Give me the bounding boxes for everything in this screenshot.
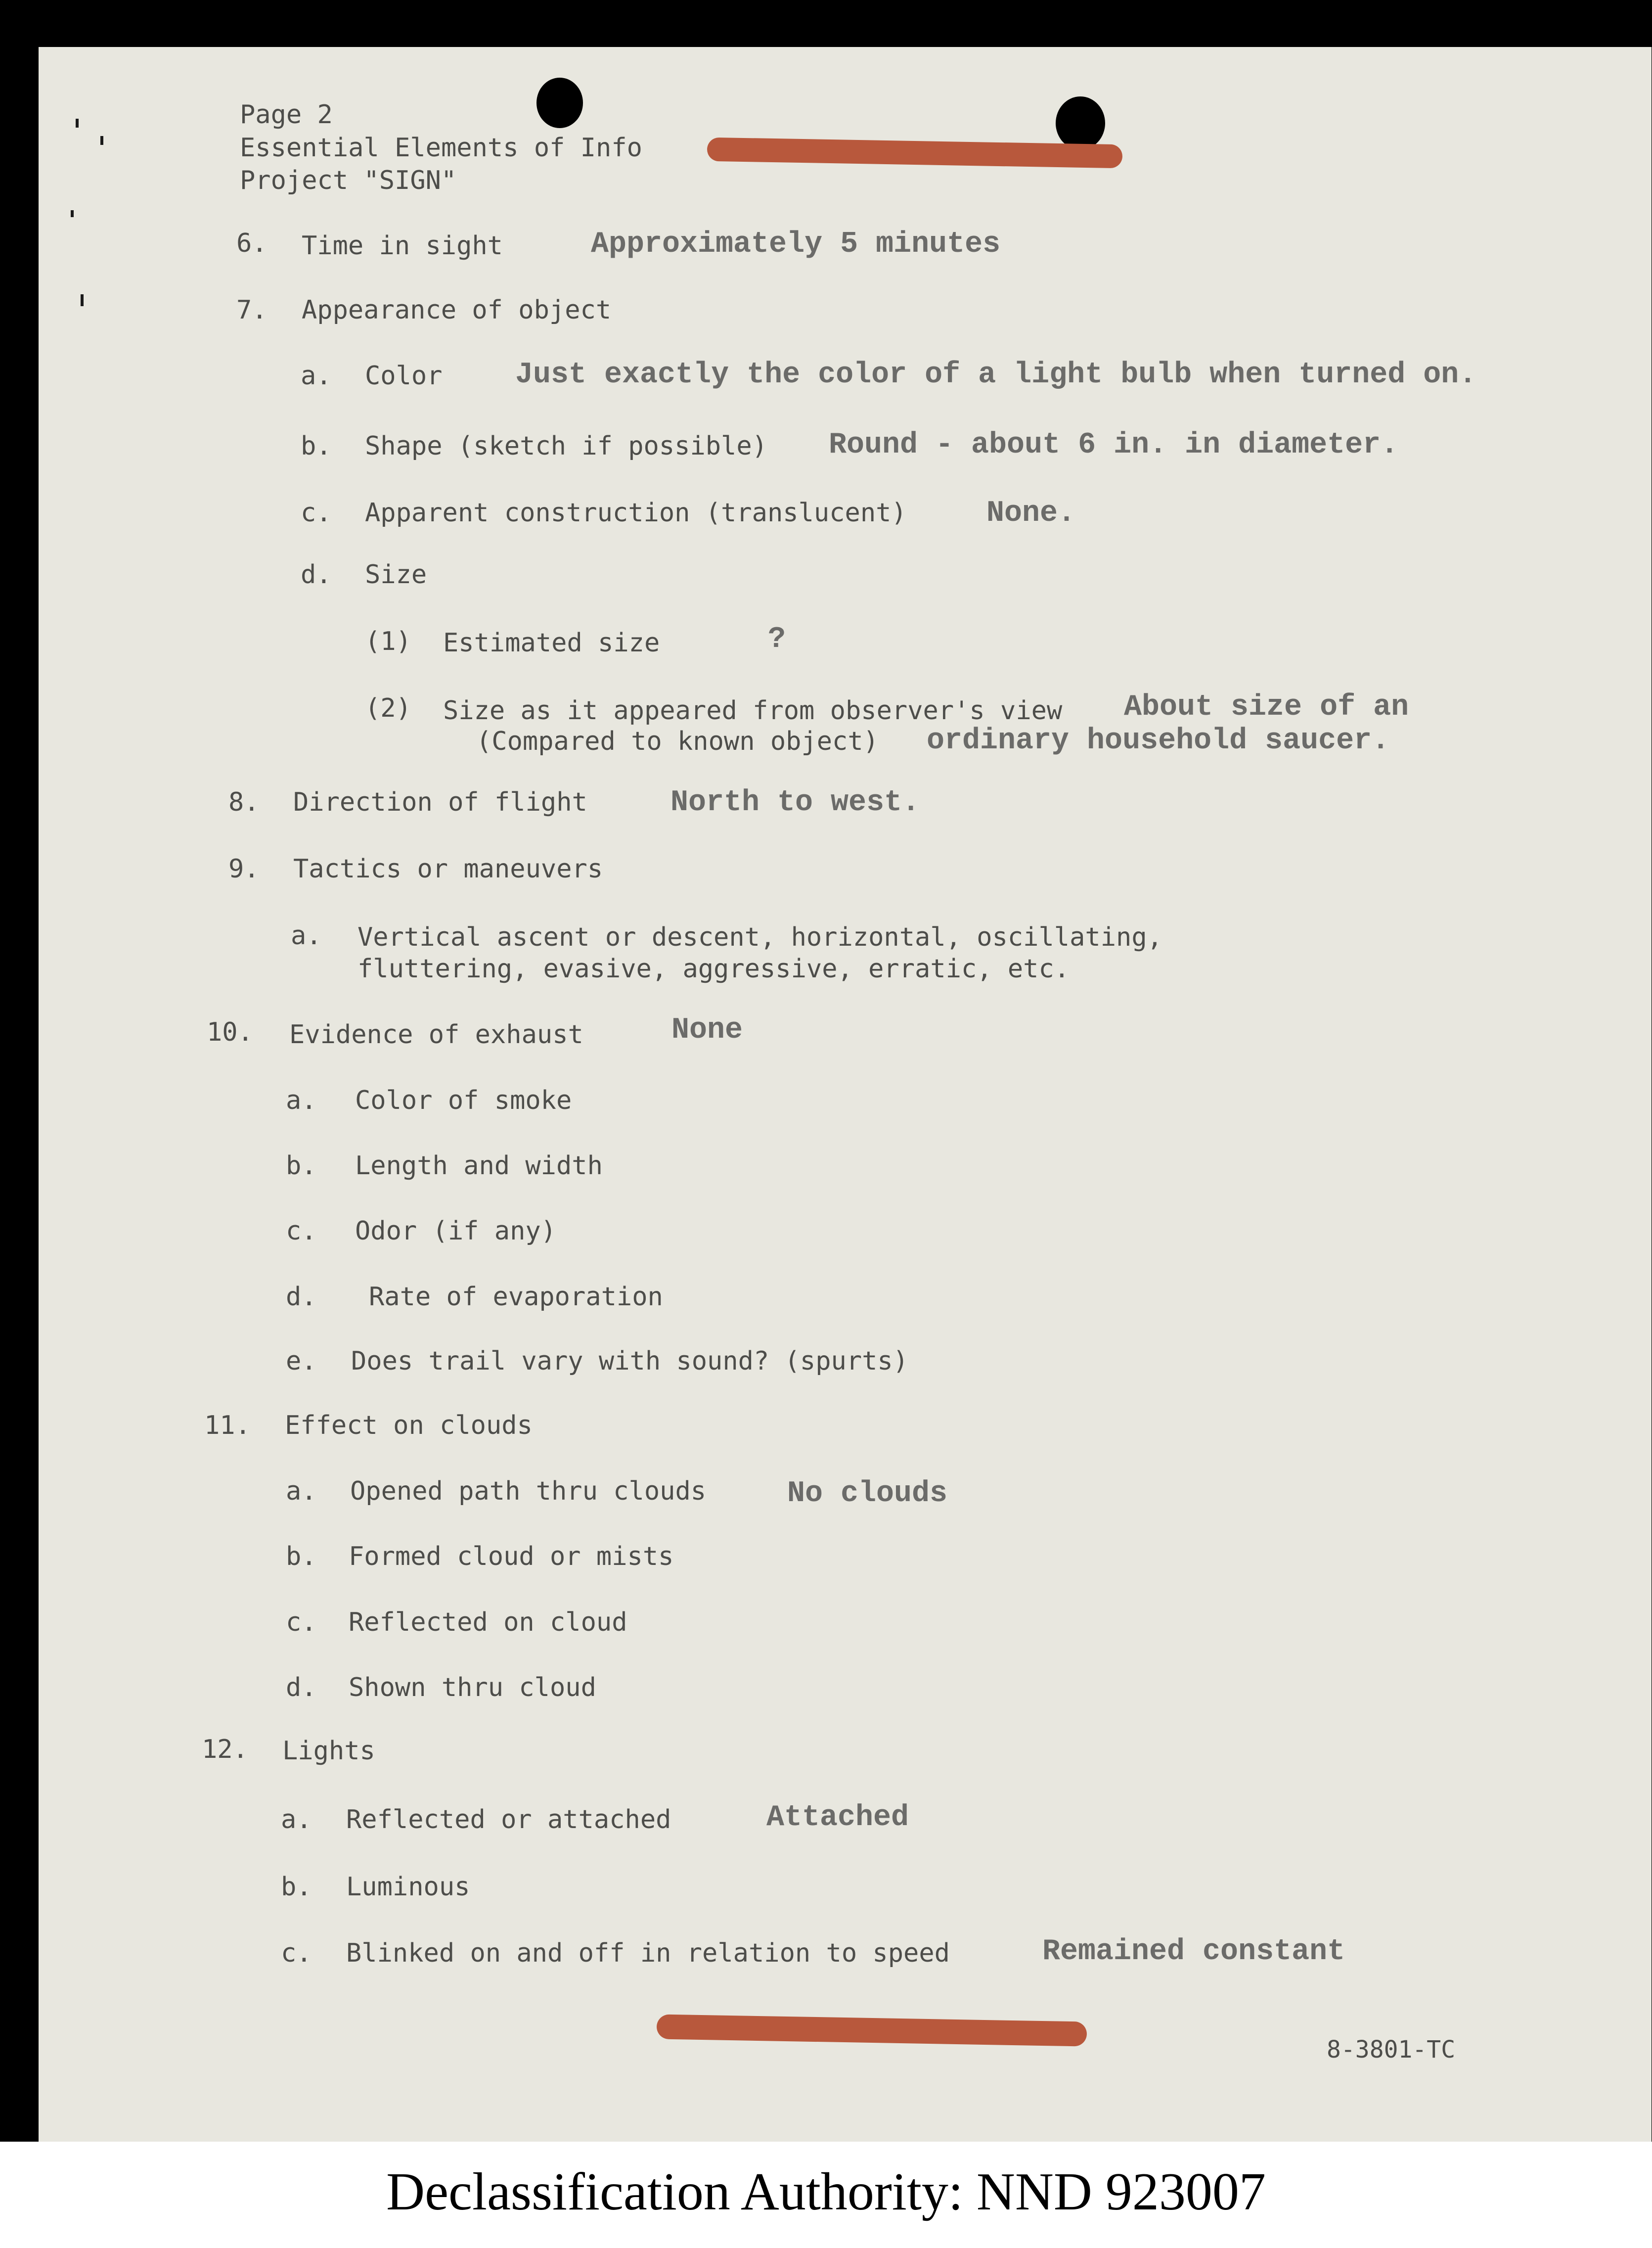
item-letter: c.	[301, 498, 332, 528]
item-label: Estimated size	[443, 628, 660, 658]
item-label: Apparent construction (translucent)	[365, 498, 907, 528]
paper-speck	[100, 136, 103, 145]
item-number: (1)	[365, 627, 411, 656]
item-letter: c.	[286, 1607, 317, 1637]
item-answer: North to west.	[670, 786, 920, 820]
item-number: 6.	[236, 229, 268, 258]
item-letter: d.	[301, 560, 332, 590]
item-letter: b.	[286, 1542, 317, 1571]
item-letter: a.	[286, 1476, 317, 1506]
paper-speck	[81, 294, 84, 306]
item-label: Formed cloud or mists	[349, 1542, 674, 1571]
item-letter: e.	[286, 1346, 317, 1376]
item-number: 10.	[207, 1017, 253, 1047]
item-answer: Approximately 5 minutes	[591, 228, 1001, 261]
item-letter: d.	[286, 1282, 317, 1312]
item-answer: ?	[768, 623, 786, 656]
item-letter: a.	[291, 921, 322, 951]
item-label: Evidence of exhaust	[289, 1020, 583, 1050]
item-label: Luminous	[346, 1872, 470, 1902]
item-number: 7.	[236, 295, 268, 325]
item-label: Shown thru cloud	[349, 1673, 596, 1702]
item-letter: b.	[281, 1872, 312, 1902]
form-number: 8-3801-TC	[1327, 2036, 1456, 2064]
punch-hole-left	[536, 78, 583, 128]
item-label: Size	[365, 560, 427, 590]
item-label: Odor (if any)	[355, 1216, 556, 1246]
item-number: 9.	[228, 854, 260, 884]
item-label: (Compared to known object)	[476, 727, 879, 756]
item-label: Does trail vary with sound? (spurts)	[351, 1346, 909, 1376]
item-label: fluttering, evasive, aggressive, erratic, etc.	[357, 954, 1070, 984]
item-label: Reflected or attached	[346, 1805, 671, 1835]
item-answer: Round - about 6 in. in diameter.	[829, 428, 1399, 462]
item-label: Color	[365, 361, 443, 391]
paper-speck	[76, 119, 79, 128]
declassification-authority: Declassification Authority: NND 923007	[386, 2162, 1266, 2221]
item-label: Color of smoke	[355, 1086, 572, 1115]
redaction-stripe-top	[707, 138, 1123, 169]
item-label: Time in sight	[302, 231, 503, 261]
item-label: Tactics or maneuvers	[293, 854, 603, 884]
header-page-number: Page 2	[240, 100, 333, 130]
item-letter: a.	[301, 361, 332, 391]
item-label: Blinked on and off in relation to speed	[346, 1938, 950, 1968]
redaction-stripe-bottom	[657, 2014, 1087, 2046]
item-letter: b.	[286, 1151, 317, 1181]
item-answer: None	[671, 1013, 743, 1047]
header-title: Essential Elements of Info	[240, 133, 642, 163]
item-answer: About size of an	[1124, 690, 1409, 724]
item-answer: Attached	[766, 1801, 909, 1835]
item-label: Appearance of object	[302, 295, 612, 325]
item-letter: a.	[281, 1805, 312, 1835]
item-answer: Just exactly the color of a light bulb when turned on.	[515, 358, 1477, 392]
item-label: Size as it appeared from observer's view	[443, 696, 1063, 726]
item-label: Direction of flight	[293, 787, 587, 817]
item-label: Vertical ascent or descent, horizontal, oscillating,	[357, 922, 1162, 952]
item-label: Rate of evaporation	[369, 1282, 663, 1312]
item-answer: No clouds	[787, 1477, 948, 1511]
item-answer: ordinary household saucer.	[927, 724, 1390, 758]
item-number: 8.	[228, 787, 260, 817]
item-letter: a.	[286, 1086, 317, 1115]
item-letter: c.	[286, 1216, 317, 1246]
item-letter: c.	[281, 1938, 312, 1968]
item-answer: Remained constant	[1042, 1935, 1345, 1969]
item-label: Shape (sketch if possible)	[365, 431, 767, 461]
item-letter: b.	[301, 431, 332, 461]
item-number: 11.	[204, 1411, 251, 1440]
item-label: Lights	[282, 1736, 375, 1766]
item-label: Effect on clouds	[285, 1411, 533, 1440]
header-project: Project "SIGN"	[240, 166, 457, 195]
item-label: Length and width	[355, 1151, 603, 1181]
item-number: (2)	[365, 693, 411, 723]
item-label: Reflected on cloud	[349, 1607, 627, 1637]
item-letter: d.	[286, 1673, 317, 1702]
paper-speck	[71, 210, 74, 217]
item-answer: None.	[986, 497, 1076, 530]
item-number: 12.	[202, 1735, 248, 1764]
document-page	[39, 47, 1652, 2144]
punch-hole-right	[1056, 96, 1105, 150]
declassification-footer	[0, 2142, 1652, 2248]
item-label: Opened path thru clouds	[350, 1476, 707, 1506]
